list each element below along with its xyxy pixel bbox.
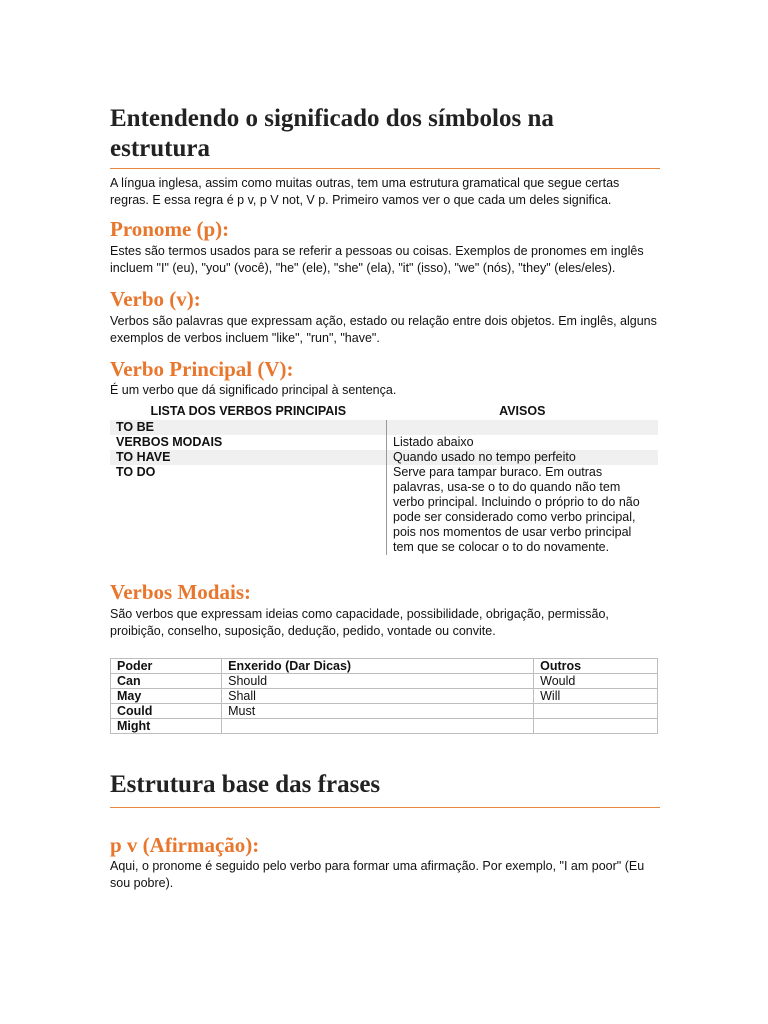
pronome-heading: Pronome (p): — [110, 217, 230, 241]
table-cell-note: Listado abaixo — [393, 435, 474, 450]
table-cell-verb: TO BE — [110, 420, 387, 435]
table-cell: Might — [111, 719, 222, 734]
table-row — [110, 450, 658, 465]
table-cell — [534, 704, 658, 719]
table-header-row — [110, 403, 658, 420]
modais-heading: Verbos Modais: — [110, 580, 251, 605]
verbo-principal-paragraph: É um verbo que dá significado principal à sentença. — [110, 383, 397, 398]
table-cell: Must — [222, 704, 534, 719]
intro-paragraph: A língua inglesa, assim como muitas outras, tem uma estrutura gramatical que segue certas regras. E essa regra é p v, p V not, V p. Primeiro vamos ver o que cada um deles significa. — [110, 176, 620, 207]
table-cell — [222, 719, 534, 734]
table-row — [111, 704, 658, 719]
document-page — [110, 104, 660, 892]
verbo-principal-heading: Verbo Principal (V): — [110, 357, 294, 382]
table-cell-verb: TO DO — [110, 465, 387, 555]
main-verbs-table — [110, 403, 658, 555]
table-cell: Can — [111, 674, 222, 689]
table-header: Enxerido (Dar Dicas) — [222, 659, 534, 674]
table-header: Outros — [534, 659, 658, 674]
verbo-heading: Verbo (v): — [110, 287, 201, 312]
verbo-paragraph: Verbos são palavras que expressam ação, estado ou relação entre dois objetos. Em inglês, alguns exemplos de verbos incluem "like", "run", "have". — [110, 314, 657, 346]
section-title: Estrutura base das frases — [110, 770, 660, 808]
table-header: LISTA DOS VERBOS PRINCIPAIS — [150, 404, 347, 419]
afirmacao-paragraph: Aqui, o pronome é seguido pelo verbo para formar uma afirmação. Por exemplo, "I am poor" (Eu sou pobre). — [110, 859, 645, 891]
table-cell: May — [111, 689, 222, 704]
table-row — [111, 674, 658, 689]
table-row — [110, 420, 658, 435]
table-cell: Shall — [222, 689, 534, 704]
table-cell: Should — [222, 674, 534, 689]
table-header: AVISOS — [499, 404, 546, 419]
table-row — [111, 719, 658, 734]
table-header: Poder — [111, 659, 222, 674]
table-cell-note: Serve para tampar buraco. Em outras palavras, usa-se o to do quando não tem verbo principal. Incluindo o próprio to do não pode ser considerado como verbo principal, pois nos momentos de usar verbo principal tem que se colocar o to do novamente. — [393, 465, 640, 555]
table-cell: Will — [534, 689, 658, 704]
section-title: Entendendo o significado dos símbolos na estrutura — [110, 104, 660, 169]
table-cell-verb: TO HAVE — [110, 450, 387, 465]
table-cell-note: Quando usado no tempo perfeito — [387, 450, 659, 465]
table-cell: Would — [534, 674, 658, 689]
afirmacao-heading: p v (Afirmação): — [110, 833, 260, 858]
table-cell: Could — [111, 704, 222, 719]
table-row — [110, 465, 658, 555]
table-cell-note — [387, 420, 659, 435]
table-cell — [534, 719, 658, 734]
table-cell-verb: VERBOS MODAIS — [110, 435, 387, 450]
table-header-row — [111, 659, 658, 674]
modais-paragraph: São verbos que expressam ideias como capacidade, possibilidade, obrigação, permissão, proibição, conselho, suposição, dedução, pedido, vontade ou convite. — [110, 607, 609, 639]
pronome-paragraph: Estes são termos usados para se referir a pessoas ou coisas. Exemplos de pronomes em inglês incluem "I" (eu), "you" (você), "he" (ele), "she" (ela), "it" (isso), "we" (nós), "they" (eles/eles). — [110, 244, 644, 276]
table-row — [110, 435, 658, 450]
modal-verbs-table — [110, 658, 658, 734]
table-row — [111, 689, 658, 704]
